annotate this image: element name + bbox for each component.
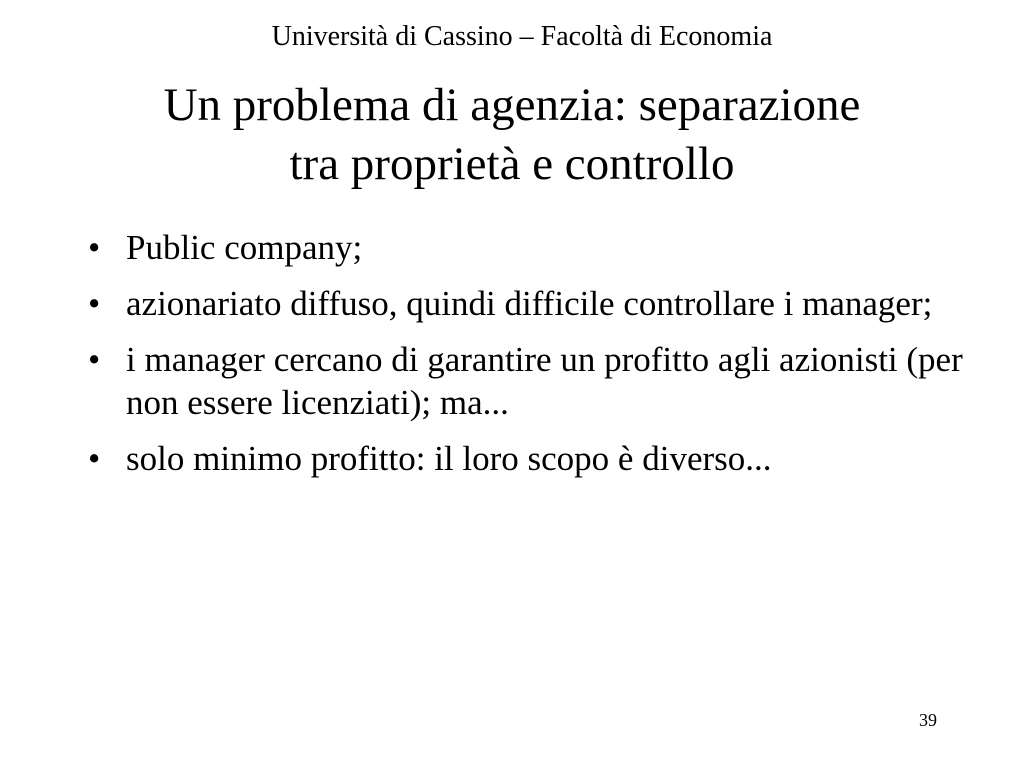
bullet-text: Public company;	[126, 228, 363, 267]
bullet-item	[88, 338, 968, 424]
bullet-icon: •	[88, 284, 101, 323]
slide-title-line-1: Un problema di agenzia: separazione	[163, 79, 861, 131]
slide-title	[0, 76, 1024, 194]
bullet-item	[88, 226, 968, 269]
slide-title-line-2: tra proprietà e controllo	[289, 138, 735, 190]
bullet-item	[88, 437, 968, 480]
bullet-icon: •	[88, 439, 101, 478]
bullet-text: azionariato diffuso, quindi difficile controllare i manager;	[126, 284, 933, 323]
slide-header: Università di Cassino – Facoltà di Economia	[271, 21, 773, 52]
bullet-list	[88, 226, 968, 493]
bullet-item	[88, 282, 968, 325]
bullet-text: i manager cercano di garantire un profitto agli azionisti (per non essere licenziati); ma...	[126, 340, 963, 422]
page-number: 39	[919, 710, 937, 730]
bullet-text: solo minimo profitto: il loro scopo è diverso...	[126, 439, 772, 478]
bullet-icon: •	[88, 340, 101, 379]
bullet-icon: •	[88, 228, 101, 267]
